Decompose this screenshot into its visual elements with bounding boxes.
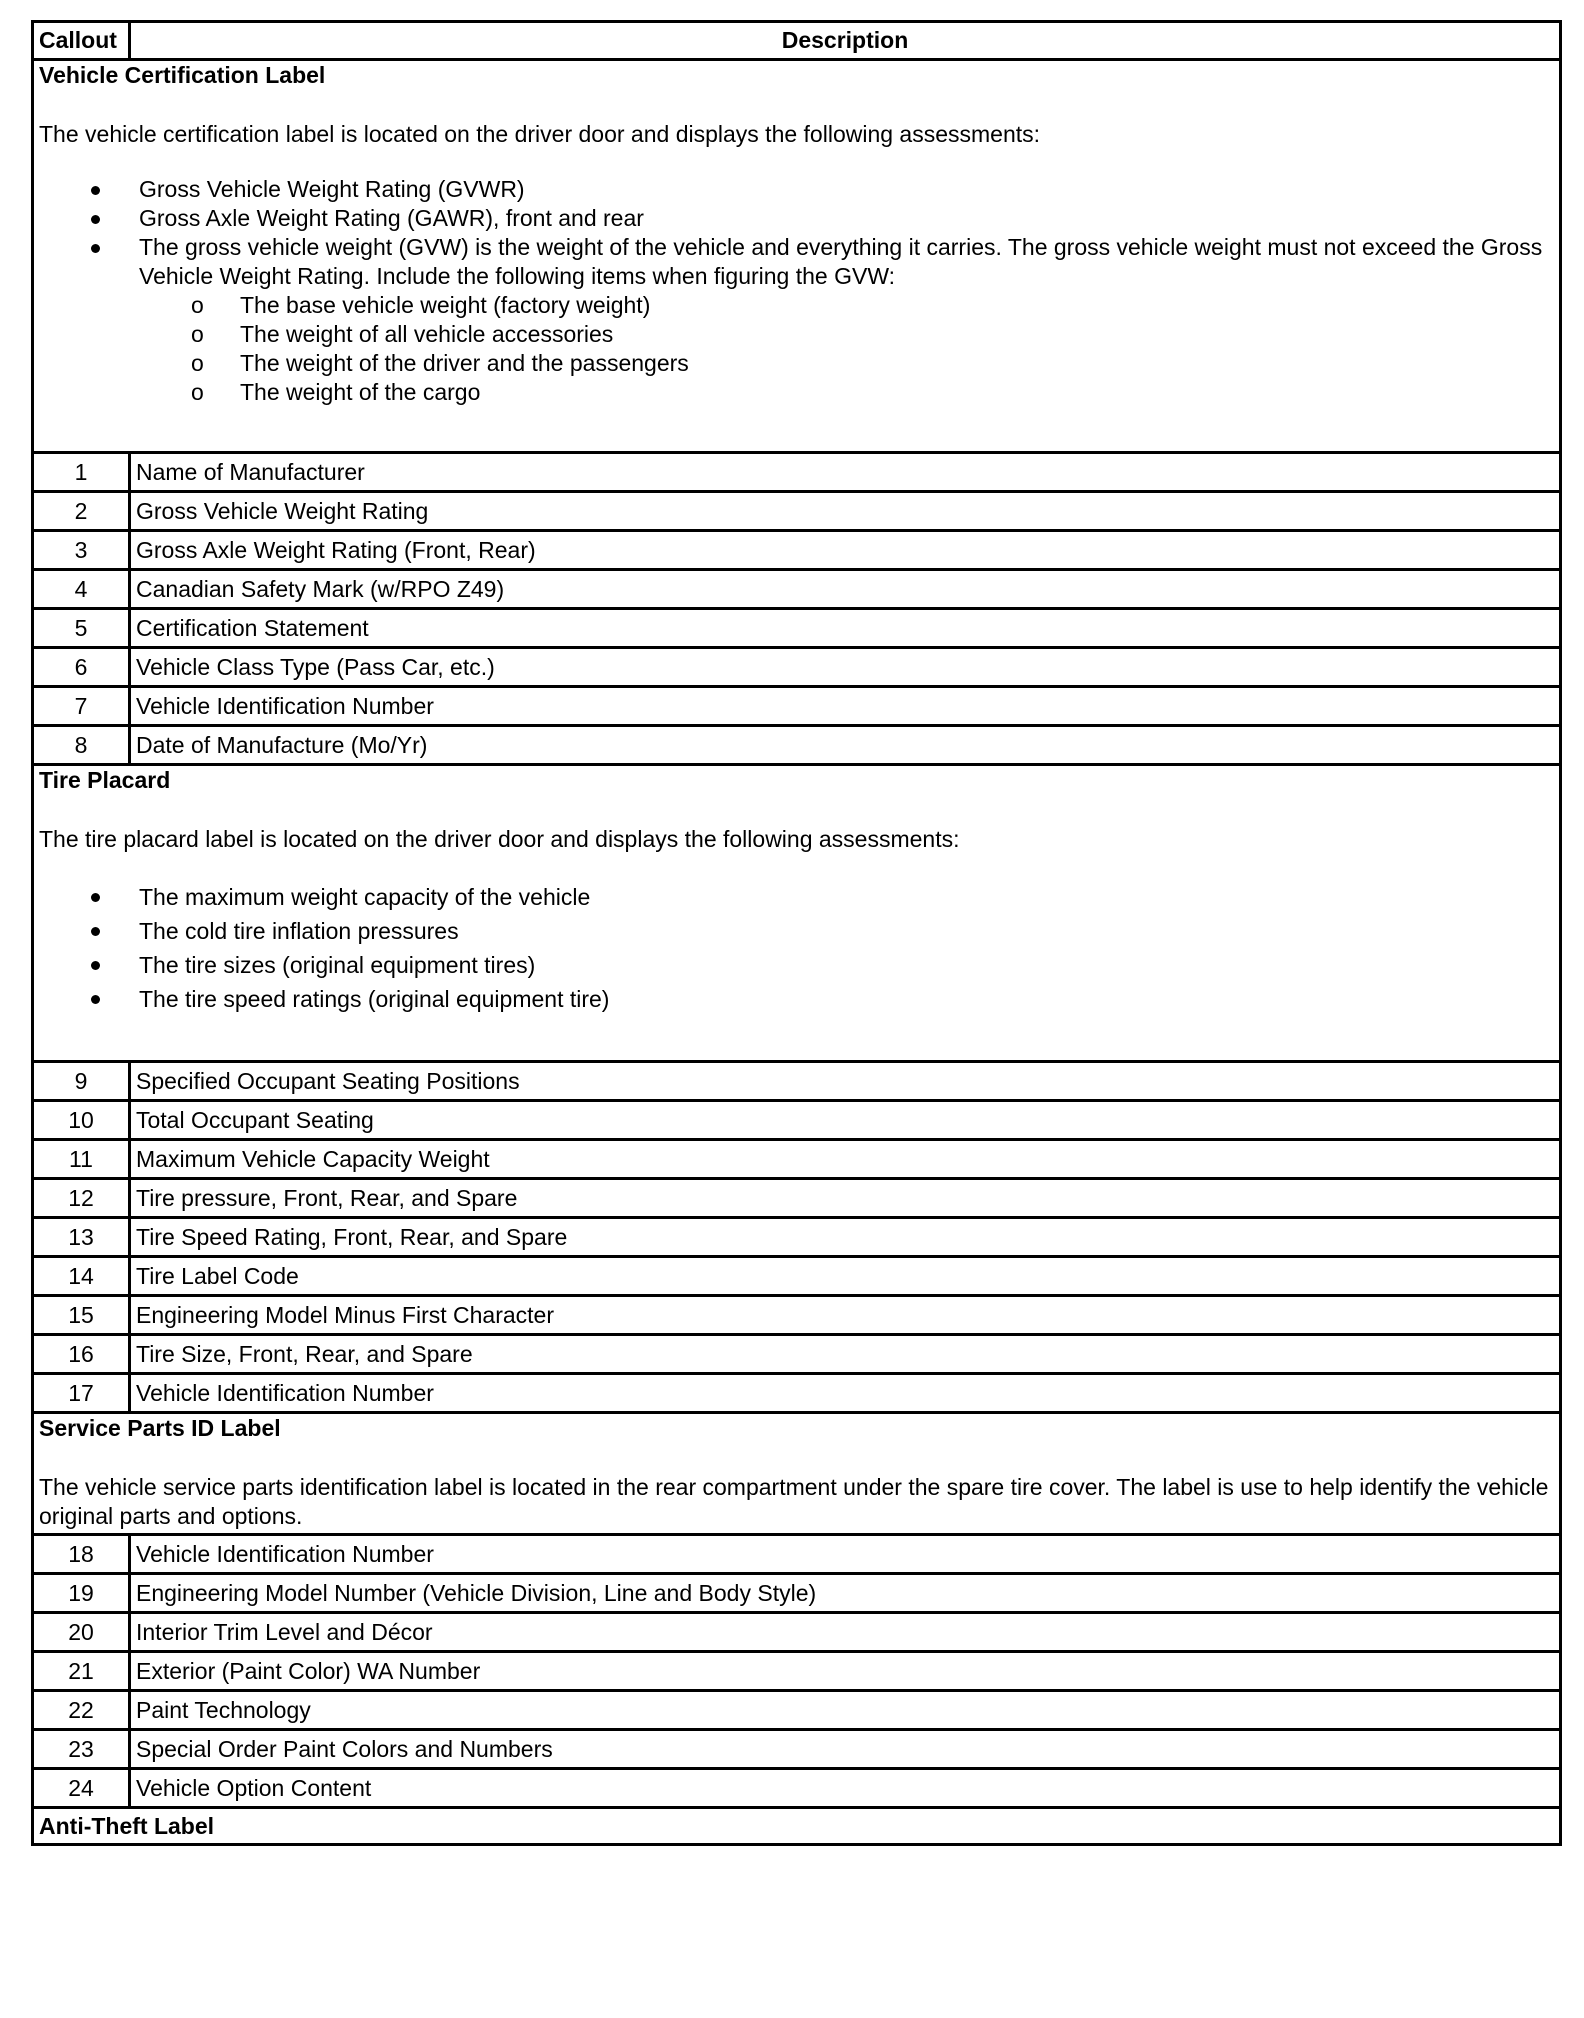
- bullet-dot-icon: [91, 995, 100, 1004]
- callout-number: 5: [33, 609, 130, 648]
- callout-description: Exterior (Paint Color) WA Number: [130, 1652, 1561, 1691]
- callout-description: Date of Manufacture (Mo/Yr): [130, 726, 1561, 765]
- callout-description: Tire Size, Front, Rear, and Spare: [130, 1335, 1561, 1374]
- section-title: Tire Placard: [39, 767, 171, 793]
- table-row: [33, 1101, 1561, 1140]
- section-spacer: [39, 407, 1554, 451]
- bullet-item: [39, 880, 1554, 914]
- table-row: [33, 648, 1561, 687]
- callout-description: Specified Occupant Seating Positions: [130, 1062, 1561, 1101]
- callout-description: Engineering Model Number (Vehicle Division, Line and Body Style): [130, 1574, 1561, 1613]
- sub-bullet-list: [139, 291, 1554, 407]
- bullet-list: [39, 880, 1554, 1016]
- sub-bullet-text: The weight of the cargo: [240, 379, 481, 405]
- circle-bullet-icon: o: [191, 321, 204, 347]
- section-cell: [33, 1413, 1561, 1535]
- table-row: [33, 1218, 1561, 1257]
- callout-number: 17: [33, 1374, 130, 1413]
- table-row: [33, 492, 1561, 531]
- callout-description: Vehicle Option Content: [130, 1769, 1561, 1808]
- table-row: [33, 1179, 1561, 1218]
- section-intro: The vehicle service parts identification label is located in the rear compartment under the spare tire cover. The label is use to help identify the vehicle original parts and options.: [39, 1474, 1549, 1529]
- table-row: [33, 531, 1561, 570]
- callout-number: 18: [33, 1535, 130, 1574]
- callout-description: Name of Manufacturer: [130, 453, 1561, 492]
- circle-bullet-icon: o: [191, 379, 204, 405]
- table-row: [33, 453, 1561, 492]
- table-row: [33, 1535, 1561, 1574]
- section-row-tire-placard: [33, 765, 1561, 1062]
- section-cell: [33, 1808, 1561, 1845]
- circle-bullet-icon: o: [191, 350, 204, 376]
- callout-number: 3: [33, 531, 130, 570]
- callout-number: 19: [33, 1574, 130, 1613]
- callout-number: 13: [33, 1218, 130, 1257]
- table-row: [33, 1574, 1561, 1613]
- callout-number: 7: [33, 687, 130, 726]
- bullet-dot-icon: [91, 961, 100, 970]
- callout-number: 8: [33, 726, 130, 765]
- table-row: [33, 1613, 1561, 1652]
- section-cell: [33, 60, 1561, 453]
- bullet-text: Gross Axle Weight Rating (GAWR), front and rear: [139, 205, 644, 231]
- callout-number: 6: [33, 648, 130, 687]
- table-row: [33, 1730, 1561, 1769]
- table-row: [33, 726, 1561, 765]
- callout-number: 16: [33, 1335, 130, 1374]
- sub-bullet-text: The weight of all vehicle accessories: [240, 321, 614, 347]
- table-row: [33, 609, 1561, 648]
- table-row: [33, 1062, 1561, 1101]
- table-row: [33, 1296, 1561, 1335]
- callout-description: Special Order Paint Colors and Numbers: [130, 1730, 1561, 1769]
- bullet-dot-icon: [91, 244, 100, 253]
- callout-number: 14: [33, 1257, 130, 1296]
- callout-description: Certification Statement: [130, 609, 1561, 648]
- callout-description: Total Occupant Seating: [130, 1101, 1561, 1140]
- table-row: [33, 1374, 1561, 1413]
- callout-description: Canadian Safety Mark (w/RPO Z49): [130, 570, 1561, 609]
- section-row-vehicle-certification: [33, 60, 1561, 453]
- callout-number: 24: [33, 1769, 130, 1808]
- callout-number: 22: [33, 1691, 130, 1730]
- callout-number: 1: [33, 453, 130, 492]
- sub-bullet-text: The weight of the driver and the passengers: [240, 350, 689, 376]
- table-row: [33, 1691, 1561, 1730]
- bullet-text: The cold tire inflation pressures: [139, 918, 459, 944]
- callout-description: Engineering Model Minus First Character: [130, 1296, 1561, 1335]
- callout-description: Interior Trim Level and Décor: [130, 1613, 1561, 1652]
- bullet-item: [39, 175, 1554, 204]
- callout-description: Vehicle Identification Number: [130, 687, 1561, 726]
- bullet-dot-icon: [91, 215, 100, 224]
- bullet-item: [39, 948, 1554, 982]
- callout-description: Tire Label Code: [130, 1257, 1561, 1296]
- bullet-text: The gross vehicle weight (GVW) is the weight of the vehicle and everything it carries. The gross vehicle weight must not exceed the Gross Vehicle Weight Rating. Include the following items when figuring the GVW:: [139, 234, 1543, 289]
- callout-number: 20: [33, 1613, 130, 1652]
- table-row: [33, 1652, 1561, 1691]
- callout-description: Vehicle Class Type (Pass Car, etc.): [130, 648, 1561, 687]
- header-description: Description: [130, 22, 1561, 60]
- callout-description: Tire pressure, Front, Rear, and Spare: [130, 1179, 1561, 1218]
- callout-number: 15: [33, 1296, 130, 1335]
- bullet-item: [39, 914, 1554, 948]
- callout-number: 10: [33, 1101, 130, 1140]
- callout-description: Maximum Vehicle Capacity Weight: [130, 1140, 1561, 1179]
- table-row: [33, 1769, 1561, 1808]
- bullet-text: The tire speed ratings (original equipment tire): [139, 986, 610, 1012]
- callout-number: 2: [33, 492, 130, 531]
- callout-number: 4: [33, 570, 130, 609]
- callout-description: Vehicle Identification Number: [130, 1535, 1561, 1574]
- section-title: Service Parts ID Label: [39, 1415, 281, 1441]
- bullet-dot-icon: [91, 893, 100, 902]
- header-callout: Callout: [33, 22, 130, 60]
- section-intro: The tire placard label is located on the driver door and displays the following assessments:: [39, 826, 960, 852]
- table-row: [33, 687, 1561, 726]
- section-cell: [33, 765, 1561, 1062]
- section-title: Anti-Theft Label: [39, 1813, 215, 1839]
- table-header-row: [33, 22, 1561, 60]
- sub-bullet-item: [139, 378, 1554, 407]
- callout-number: 21: [33, 1652, 130, 1691]
- table-row: [33, 570, 1561, 609]
- bullet-list: [39, 175, 1554, 407]
- section-title: Vehicle Certification Label: [39, 62, 326, 88]
- callout-description: Gross Axle Weight Rating (Front, Rear): [130, 531, 1561, 570]
- bullet-text: Gross Vehicle Weight Rating (GVWR): [139, 176, 525, 202]
- sub-bullet-text: The base vehicle weight (factory weight): [240, 292, 651, 318]
- section-intro: The vehicle certification label is located on the driver door and displays the following assessments:: [39, 121, 1041, 147]
- bullet-item: [39, 204, 1554, 233]
- callout-number: 23: [33, 1730, 130, 1769]
- bullet-dot-icon: [91, 186, 100, 195]
- sub-bullet-item: [139, 320, 1554, 349]
- callout-description: Vehicle Identification Number: [130, 1374, 1561, 1413]
- bullet-text: The tire sizes (original equipment tires): [139, 952, 536, 978]
- bullet-item: [39, 982, 1554, 1016]
- callout-number: 11: [33, 1140, 130, 1179]
- callout-table: [31, 20, 1562, 1846]
- bullet-text: The maximum weight capacity of the vehicle: [139, 884, 591, 910]
- bullet-dot-icon: [91, 927, 100, 936]
- circle-bullet-icon: o: [191, 292, 204, 318]
- section-spacer: [39, 1016, 1554, 1060]
- callout-description: Paint Technology: [130, 1691, 1561, 1730]
- callout-number: 9: [33, 1062, 130, 1101]
- bullet-item: [39, 233, 1554, 407]
- sub-bullet-item: [139, 291, 1554, 320]
- section-row-anti-theft: [33, 1808, 1561, 1845]
- table-row: [33, 1335, 1561, 1374]
- table-row: [33, 1257, 1561, 1296]
- callout-description: Tire Speed Rating, Front, Rear, and Spare: [130, 1218, 1561, 1257]
- sub-bullet-item: [139, 349, 1554, 378]
- section-row-service-parts: [33, 1413, 1561, 1535]
- callout-number: 12: [33, 1179, 130, 1218]
- table-row: [33, 1140, 1561, 1179]
- callout-description: Gross Vehicle Weight Rating: [130, 492, 1561, 531]
